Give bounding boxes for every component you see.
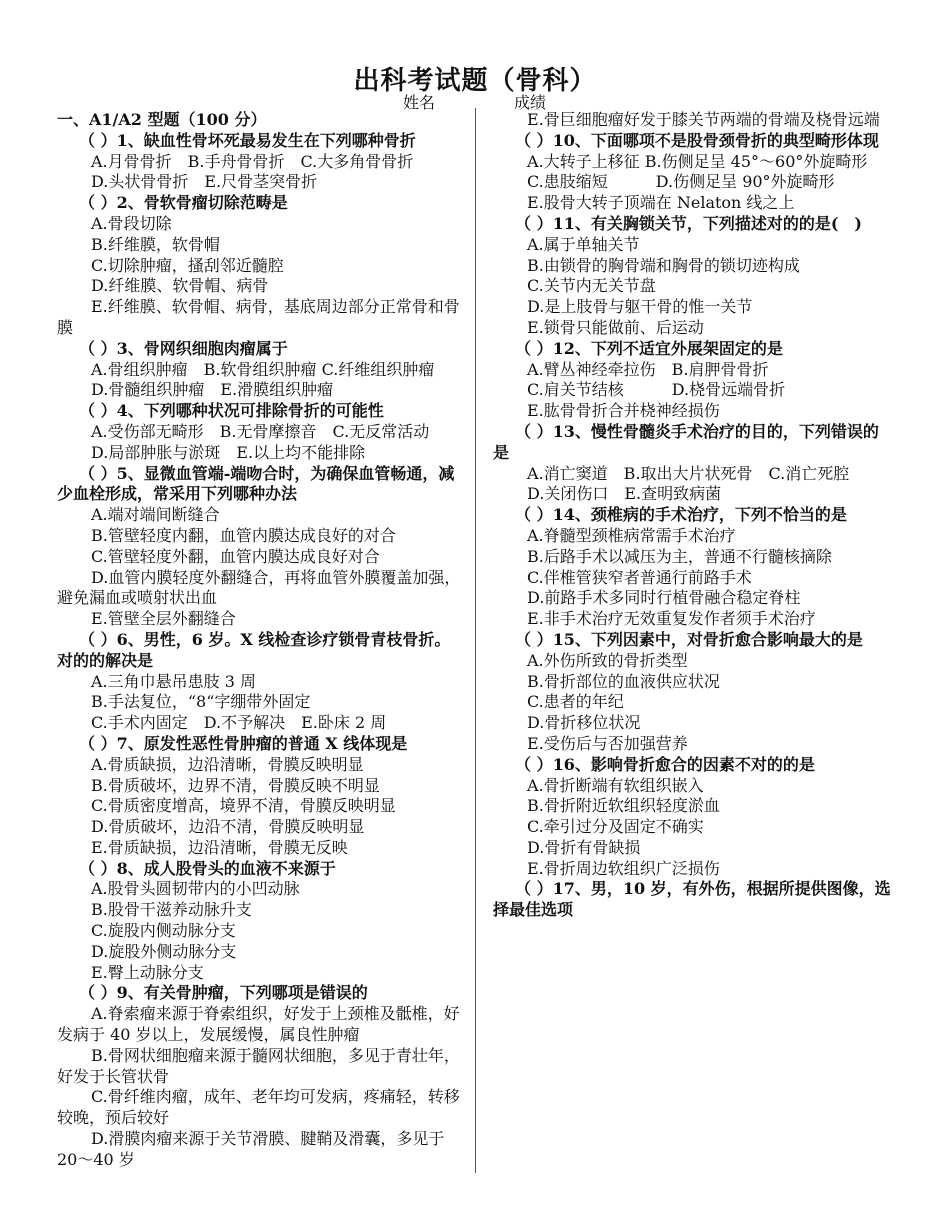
answer-option: A.大转子上移征 B.伤侧足呈 45°～60°外旋畸形: [527, 151, 868, 171]
answer-option: E.纤维膜、软骨帽、病骨，基底周边部分正常骨和骨膜: [57, 297, 460, 337]
answer-option: D.前路手术多同时行植骨融合稳定脊柱: [527, 588, 801, 608]
score-label: 成绩: [514, 93, 547, 112]
question-stem: （ ）16、影响骨折愈合的因素不对的的是: [515, 754, 815, 774]
question-stem: （ ）2、骨软骨瘤切除范畴是: [79, 193, 288, 213]
answer-option: D.局部肿胀与淤斑 E.以上均不能排除: [91, 442, 366, 462]
answer-option: A.外伤所致的骨折类型: [527, 650, 688, 670]
answer-option: B.管壁轻度内翻，血管内膜达成良好的对合: [91, 525, 396, 545]
answer-option: D.骨髓组织肿瘤 E.滑膜组织肿瘤: [91, 380, 334, 400]
section-heading: 一、A1/A2 型题（100 分）: [57, 110, 267, 129]
answer-option: A.三角巾悬吊患肢 3 周: [91, 671, 256, 691]
answer-option: C.切除肿瘤，搔刮邻近髓腔: [91, 255, 284, 275]
answer-option: C.肩关节结核 D.桡骨远端骨折: [527, 380, 786, 400]
answer-option: C.牵引过分及固定不确实: [527, 817, 704, 837]
answer-option: B.股骨干滋养动脉升支: [91, 900, 252, 920]
answer-option: D.骨折移位状况: [527, 713, 641, 733]
answer-option: A.消亡窦道 B.取出大片状死骨 C.消亡死腔: [527, 463, 850, 483]
answer-option: E.管壁全层外翻缝合: [91, 609, 236, 629]
answer-option: E.骨质缺损，边沿清晰，骨膜无反映: [91, 837, 348, 857]
answer-option: B.纤维膜，软骨帽: [91, 234, 220, 254]
answer-option: A.脊索瘤来源于脊索组织，好发于上颈椎及骶椎，好发病于 40 岁以上，发展缓慢，属良性肿瘤: [57, 1004, 460, 1045]
question-stem: （ ）10、下面哪项不是股骨颈骨折的典型畸形体现: [515, 130, 879, 150]
answer-option: D.滑膜肉瘤来源于关节滑膜、腱鞘及滑囊，多见于 20～40 岁: [57, 1129, 445, 1169]
answer-option: A.骨折断端有软组织嵌入: [527, 775, 704, 795]
answer-option: E.非手术治疗无效重复发作者须手术治疗: [527, 609, 816, 629]
column-divider: [475, 108, 476, 1173]
question-stem: （ ）9、有关骨肿瘤，下列哪项是错误的: [79, 983, 368, 1003]
question-stem: （ ）15、下列因素中，对骨折愈合影响最大的是: [515, 629, 863, 649]
answer-option: E.骨折周边软组织广泛损伤: [527, 858, 720, 878]
question-stem: （ ）4、下列哪种状况可排除骨折的可能性: [79, 401, 384, 421]
answer-option: C.伴椎管狭窄者普通行前路手术: [527, 567, 752, 587]
answer-option: C.骨纤维肉瘤，成年、老年均可发病，疼痛轻，转移较晚，预后较好: [57, 1087, 460, 1128]
answer-option: C.关节内无关节盘: [527, 276, 656, 296]
answer-option: C.管壁轻度外翻，血管内膜达成良好对合: [91, 546, 380, 566]
answer-option: C.患肢缩短 D.伤侧足呈 90°外旋畸形: [527, 172, 835, 192]
answer-option: D.骨质破坏，边沿不清，骨膜反映明显: [91, 817, 365, 837]
answer-option: D.血管内膜轻度外翻缝合，再将血管外膜覆盖加强，避免漏血或喷射状出血: [57, 567, 461, 608]
answer-option: A.属于单轴关节: [527, 234, 640, 254]
name-label: 姓名: [403, 93, 436, 112]
answer-option: E.骨巨细胞瘤好发于膝关节两端的骨端及桡骨远端: [527, 110, 880, 129]
answer-option: E.肱骨骨折合并桡神经损伤: [527, 401, 720, 421]
left-column: [57, 110, 462, 1171]
answer-option: C.手术内固定 D.不予解决 E.卧床 2 周: [91, 713, 387, 733]
answer-option: D.旋股外侧动脉分支: [91, 941, 237, 961]
answer-option: A.脊髓型颈椎病常需手术治疗: [527, 525, 736, 545]
question-stem: （ ）11、有关胸锁关节，下列描述对的的是( ): [515, 213, 862, 233]
answer-option: A.骨质缺损，边沿清晰，骨膜反映明显: [91, 754, 364, 774]
question-stem: （ ）6、男性，6 岁。X 线检查诊疗锁骨青枝骨折。对的的解决是: [57, 629, 451, 670]
answer-option: D.关闭伤口 E.查明致病菌: [527, 484, 722, 504]
answer-option: A.骨组织肿瘤 B.软骨组织肿瘤 C.纤维组织肿瘤: [91, 359, 435, 379]
answer-option: C.患者的年纪: [527, 692, 624, 712]
question-stem: （ ）14、颈椎病的手术治疗，下列不恰当的是: [515, 505, 847, 525]
question-stem: （ ）8、成人股骨头的血液不来源于: [79, 858, 336, 878]
answer-option: B.骨折部位的血液供应状况: [527, 671, 720, 691]
answer-option: A.骨段切除: [91, 213, 172, 233]
answer-option: D.骨折有骨缺损: [527, 837, 641, 857]
page-title: 出科考试题（骨科）: [353, 66, 597, 96]
question-stem: （ ）3、骨网织细胞肉瘤属于: [79, 338, 288, 358]
answer-option: D.头状骨骨折 E.尺骨茎突骨折: [91, 172, 318, 192]
question-stem: （ ）5、显微血管端-端吻合时，为确保血管畅通，减少血栓形成，常采用下列哪种办法: [57, 463, 455, 504]
answer-option: B.骨质破坏，边界不清，骨膜反映不明显: [91, 775, 380, 795]
answer-option: E.臀上动脉分支: [91, 962, 204, 982]
answer-option: A.股骨头圆韧带内的小凹动脉: [91, 879, 300, 899]
answer-option: B.骨网状细胞瘤来源于髓网状细胞，多见于青壮年，好发于长管状骨: [57, 1045, 460, 1086]
answer-option: B.由锁骨的胸骨端和胸骨的锁切迹构成: [527, 255, 800, 275]
answer-option: D.是上肢骨与躯干骨的惟一关节: [527, 297, 753, 317]
question-stem: （ ）12、下列不适宜外展架固定的是: [515, 338, 783, 358]
question-stem: （ ）17、男，10 岁，有外伤，根据所提供图像，选择最佳选项: [493, 879, 891, 920]
answer-option: B.后路手术以减压为主，普通不行髓核摘除: [527, 546, 832, 566]
answer-option: B.手法复位，“8“字绷带外固定: [91, 692, 311, 712]
question-stem: （ ）13、慢性骨髓炎手术治疗的目的，下列错误的是: [493, 421, 879, 462]
answer-option: C.旋股内侧动脉分支: [91, 921, 236, 941]
answer-option: A.端对端间断缝合: [91, 505, 220, 525]
answer-option: A.月骨骨折 B.手舟骨骨折 C.大多角骨骨折: [91, 151, 414, 171]
answer-option: C.骨质密度增高，境界不清，骨膜反映明显: [91, 796, 396, 816]
answer-option: A.受伤部无畸形 B.无骨摩擦音 C.无反常活动: [91, 421, 430, 441]
answer-option: D.纤维膜、软骨帽、病骨: [91, 276, 269, 296]
question-stem: （ ）1、缺血性骨坏死最易发生在下列哪种骨折: [79, 130, 416, 150]
right-column: [493, 110, 893, 921]
answer-option: E.锁骨只能做前、后运动: [527, 317, 704, 337]
answer-option: E.受伤后与否加强营养: [527, 733, 688, 753]
question-stem: （ ）7、原发性恶性骨肿瘤的普通 X 线体现是: [79, 733, 408, 753]
answer-option: E.股骨大转子顶端在 Nelaton 线之上: [527, 193, 795, 213]
answer-option: A.臂丛神经牵拉伤 B.肩胛骨骨折: [527, 359, 769, 379]
answer-option: B.骨折附近软组织轻度淤血: [527, 796, 720, 816]
